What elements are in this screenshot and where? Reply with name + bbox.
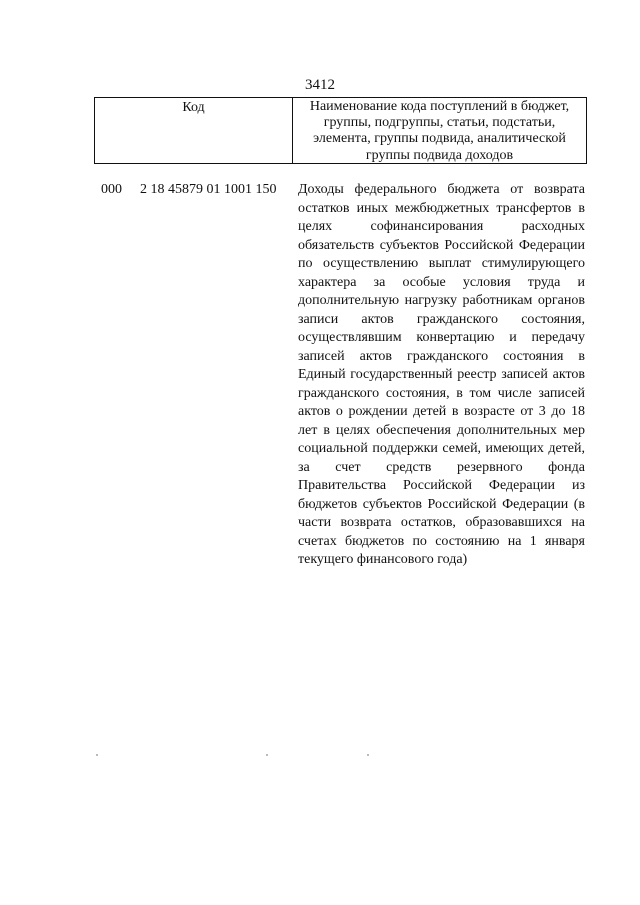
admin-code: 000 [101, 182, 122, 197]
page-number: 3412 [305, 77, 335, 93]
header-name-column: Наименование кода поступлений в бюджет, группы, подгруппы, статьи, подстатьи, элемента, группы подвида, аналитической группы подвида доходов [309, 99, 570, 163]
scan-speck [96, 754, 98, 756]
header-code-column: Код [95, 98, 293, 163]
scan-speck [367, 754, 369, 756]
table-header [94, 97, 587, 164]
scan-speck [266, 754, 268, 756]
revenue-code: 2 18 45879 01 1001 150 [140, 182, 277, 197]
revenue-description: Доходы федерального бюджета от возврата остатков иных межбюджетных трансфертов в целях софинансирования расходных обязательств субъектов Российской Федерации по осуществлению выплат стимулирующего характера за особые условия труда и дополнительную нагрузку работникам органов записи актов гражданского состояния, осуществлявшим конвертацию и передачу записей актов гражданского состояния в Единый государственный реестр записей актов гражданского состояния, в том числе записей актов о рождении детей в возрасте от 3 до 18 лет в целях обеспечения дополнительных мер социальной поддержки семей, имеющих детей, за счет средств резервного фонда Правительства Российской Федерации из бюджетов субъектов Российской Федерации (в части возврата остатков, образовавшихся на счетах бюджетов по состоянию на 1 января текущего финансового года) [298, 182, 585, 567]
